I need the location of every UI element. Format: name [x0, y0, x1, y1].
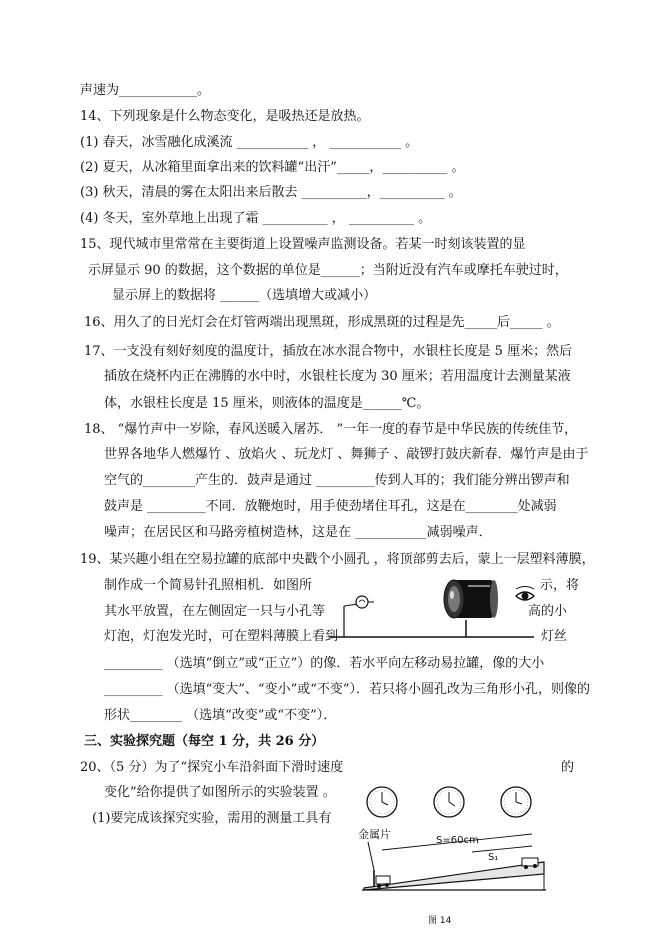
clock-icon	[367, 787, 397, 817]
clock-icon	[501, 787, 531, 817]
q14-item-1: (1) 春天，冰雪融化成溪流 ___________ ， ___________ 。	[80, 135, 419, 150]
q14-item-3: (3) 秋天，清晨的雾在太阳出来后散去 __________，__________ 。	[80, 185, 462, 200]
metal-plate-label: 金属片	[358, 828, 391, 841]
q14-item-2: (2) 夏天，从冰箱里面拿出来的饮料罐“出汗”_____，__________ 。	[80, 160, 465, 175]
q19-line-2b: 示，将	[540, 578, 580, 593]
clock-icon	[434, 787, 464, 817]
q17-line-2: 插放在烧杯内正在沸腾的水中时，水银柱长度为 30 厘米；若用温度计去测量某液	[104, 369, 571, 384]
q20-line-1a: 20、（5 分）为了“探究小车沿斜面下滑时速度	[80, 760, 344, 775]
q20-line-2: 变化”给你提供了如图所示的实验装置 。	[104, 785, 336, 800]
q19-line-3b: 高的小	[528, 604, 568, 619]
q18-line-3: 空气的________产生的．鼓声是通过 _________传到人耳的；我们能分辨出锣声和	[104, 473, 570, 488]
q19-line-2a: 制作成一个简易针孔照相机．如图所	[104, 578, 313, 593]
q18-line-1: 18、 “爆竹声中一岁除，春风送暖入屠苏． ”一年一度的春节是中华民族的传统佳节，	[84, 422, 578, 437]
q18-line-5: 噪声；在居民区和马路旁植树造林，这是在 ___________减弱噪声．	[104, 525, 492, 540]
q19-line-4b: 灯丝	[541, 629, 568, 644]
q20-sub-1: (1)要完成该探究实验，需用的测量工具有	[92, 811, 332, 826]
q16: 16、用久了的日光灯会在灯管两端出现黑斑，形成黑斑的过程是先_____后_____ 。	[84, 315, 560, 330]
q18-line-2: 世界各地华人燃爆竹 、放焰火 、玩龙灯 、舞狮子 、敲锣打鼓庆新春．爆竹声是由于	[104, 447, 589, 462]
pinhole-camera-figure	[328, 574, 540, 646]
q18-line-4: 鼓声是 _________不同．放鞭炮时，用手使劲堵住耳孔，这是在________处减弱	[104, 499, 557, 514]
fill-line: 声速为____________。	[80, 83, 211, 98]
distance-s-label: S=60cm	[436, 835, 479, 846]
q15-line-1: 15、现代城市里常常在主要街道上设置噪声监测设备。若某一时刻该装置的显	[80, 237, 526, 252]
q19-line-5: _________ （选填“倒立”或“正立”）的像．若水平向左移动易拉罐，像的大小	[104, 656, 545, 671]
q19-line-6: _________ （选填“变大”、“变小”或“不变”）．若只将小圆孔改为三角形小孔，则像的	[104, 682, 591, 697]
q14-item-4: (4) 冬天，室外草地上出现了霜 __________ ， __________ 。	[80, 211, 432, 226]
distance-s1-label: S₁	[488, 852, 499, 863]
q19-line-7: 形状________ （选填“改变”或“不变”）．	[104, 708, 337, 723]
q19-line-3a: 其水平放置，在左侧固定一只与小孔等	[104, 604, 326, 619]
q15-line-3: 显示屏上的数据将 ______（选填增大或减小）	[112, 288, 377, 303]
section-heading: 三、实验探究题（每空 1 分，共 26 分）	[84, 734, 325, 749]
q17-line-3: 体，水银柱长度是 15 厘米，则液体的温度是______℃。	[104, 396, 430, 411]
q19-line-4a: 灯泡，灯泡发光时，可在塑料薄膜上看到	[104, 629, 339, 644]
q14-stem: 14、下列现象是什么物态变化，是吸热还是放热。	[80, 109, 370, 124]
q19-line-1: 19、某兴趣小组在空易拉罐的底部中央戳个小圆孔 ，将顶部剪去后，蒙上一层塑料薄膜，	[80, 552, 595, 567]
q20-line-1b: 的	[561, 760, 575, 775]
q15-line-2: 示屏显示 90 的数据，这个数据的单位是______；当附近没有汽车或摩托车驶过时，	[88, 263, 568, 278]
incline-experiment-figure	[352, 778, 550, 910]
figure-caption: 图 14	[428, 916, 452, 926]
q17-line-1: 17、一支没有刻好刻度的温度计，插放在冰水混合物中，水银柱长度是 5 厘米；然后	[84, 344, 573, 359]
